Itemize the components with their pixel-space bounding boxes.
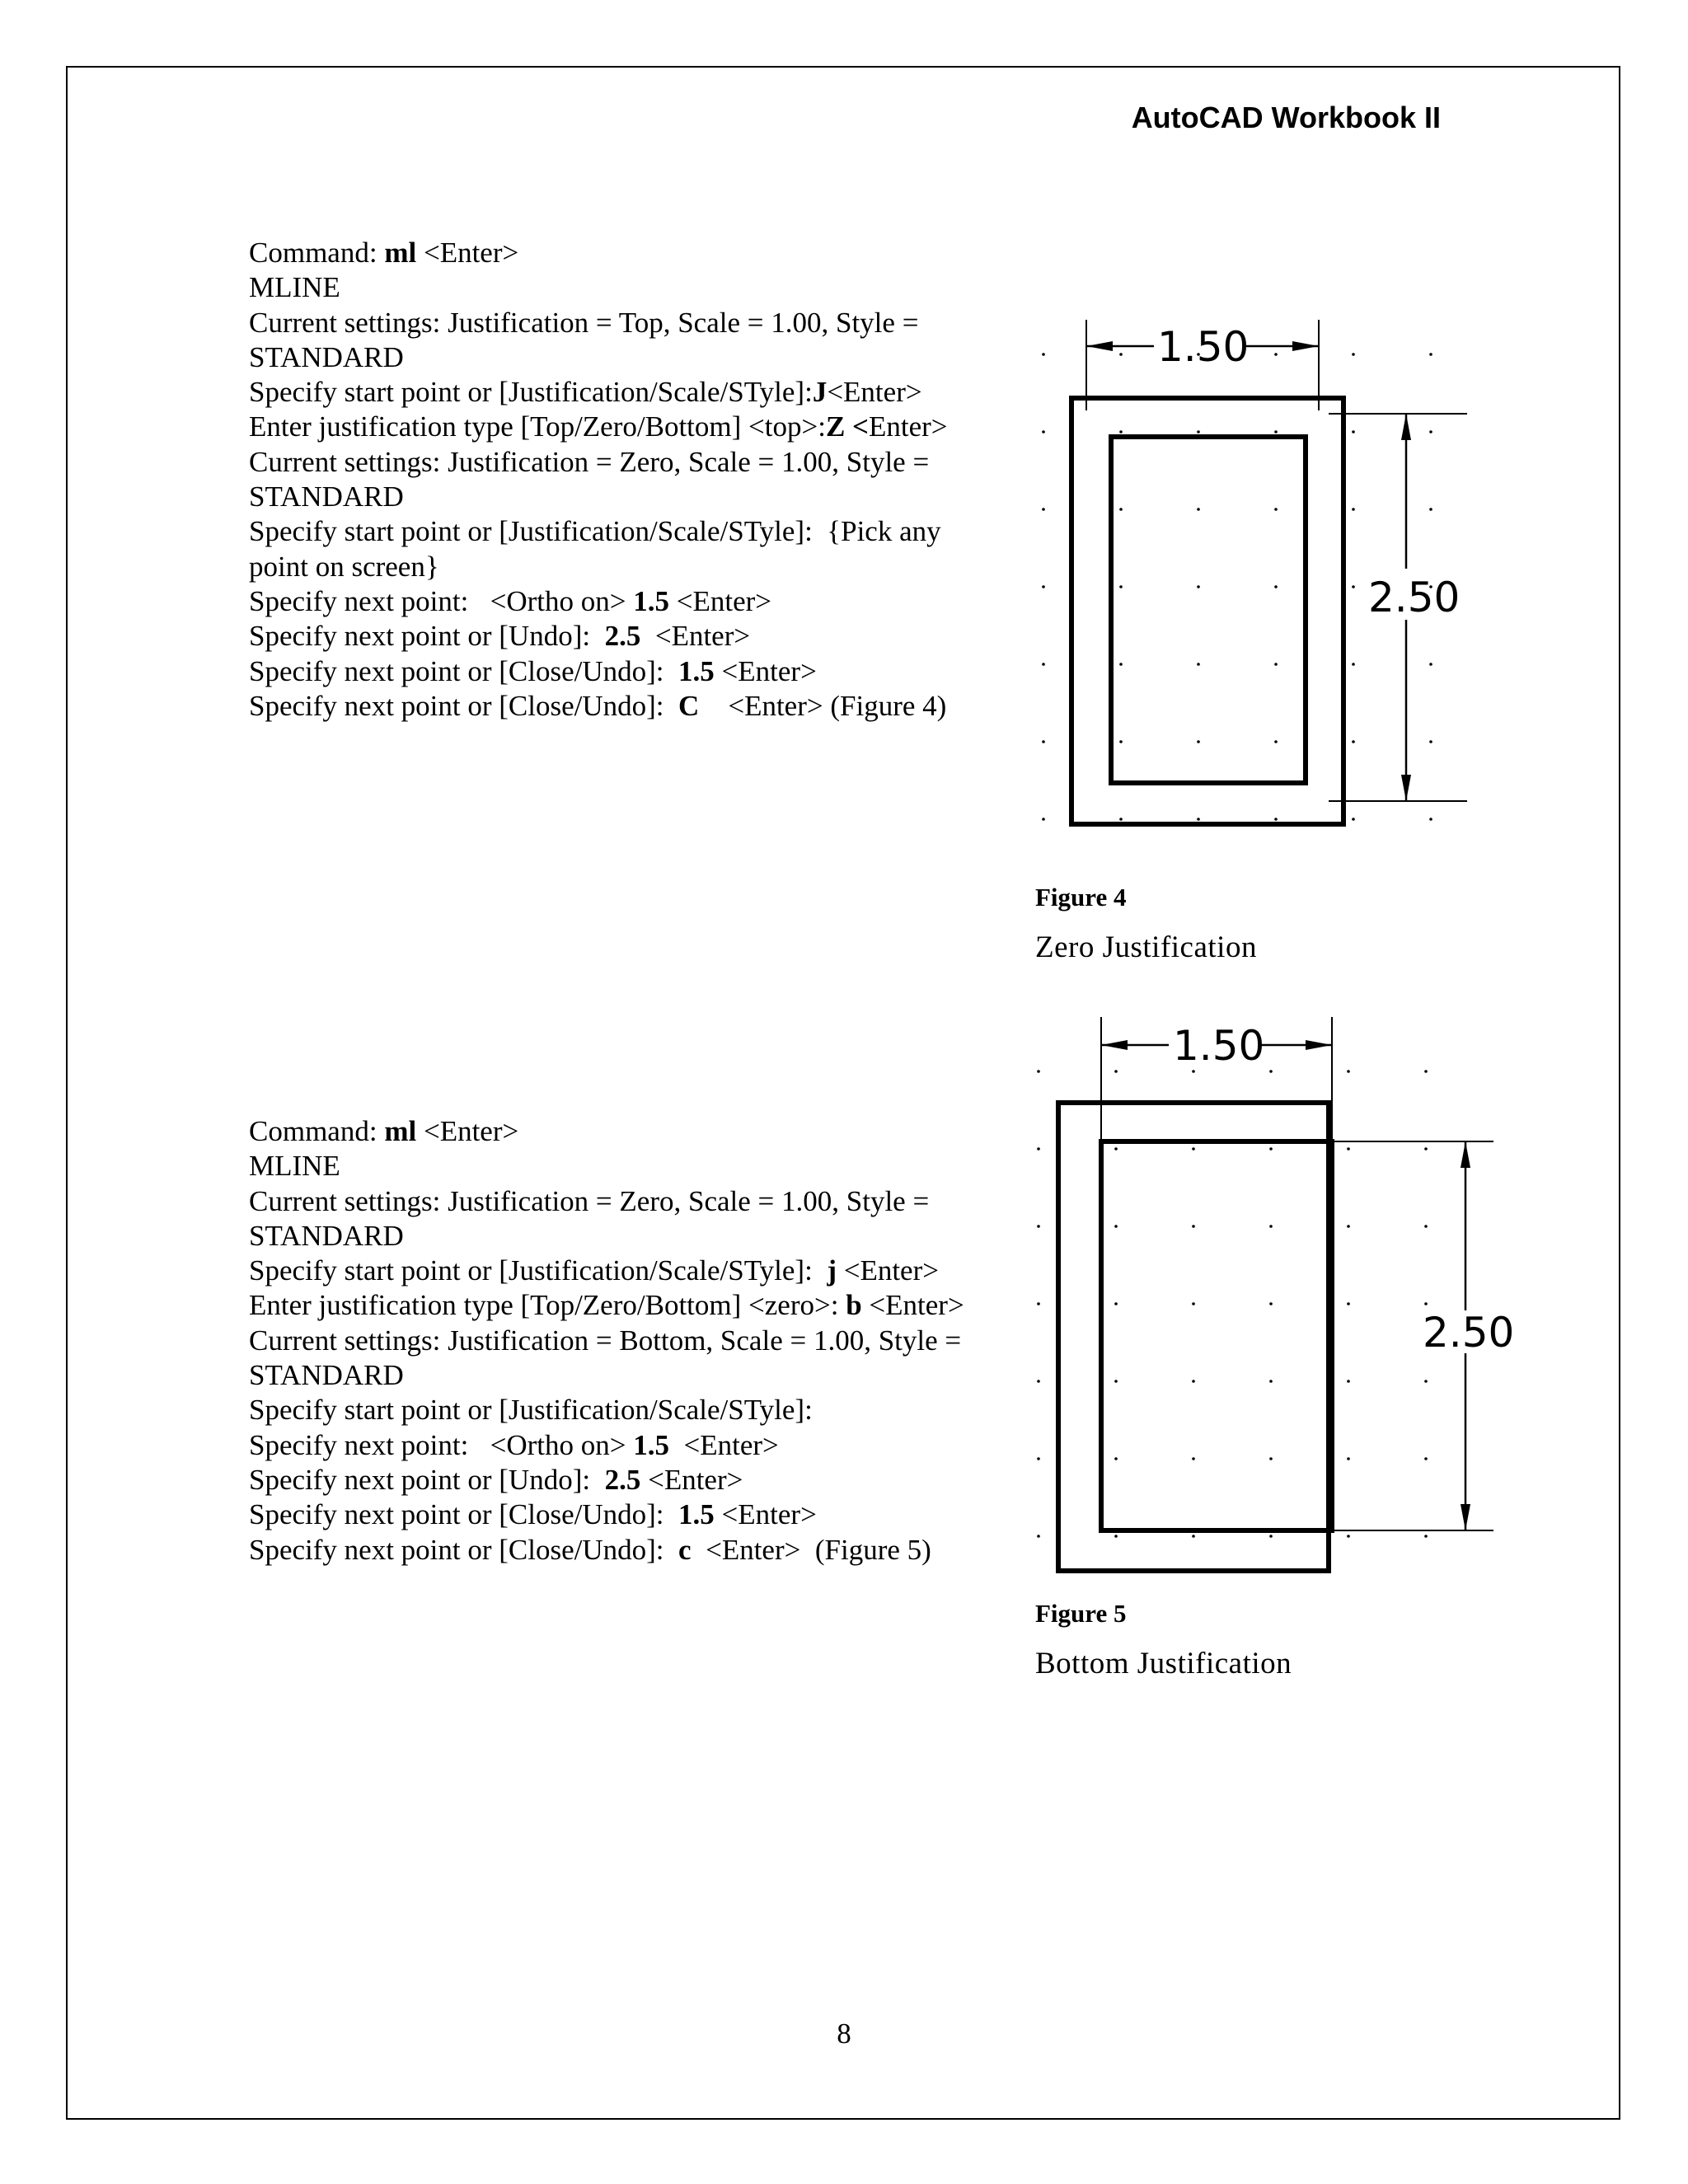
figure-5-drawing: [1022, 997, 1515, 1574]
arrowhead-top: [1461, 1141, 1470, 1168]
bold-input: ml: [384, 237, 417, 269]
grid-dot: [1042, 740, 1045, 743]
command-line: Specify start point or [Justification/Scale/STyle]:: [249, 1394, 813, 1427]
command-line: Current settings: Justification = Bottom, Scale = 1.00, Style =: [249, 1324, 962, 1357]
grid-dot: [1119, 818, 1123, 821]
grid-dot: [1042, 508, 1045, 511]
command-line: Specify next point or [Undo]: 2.5 <Enter>: [249, 620, 751, 653]
grid-dot: [1274, 663, 1278, 666]
grid-dot: [1352, 508, 1355, 511]
bold-input: j: [827, 1254, 837, 1287]
grid-dot: [1269, 1070, 1273, 1073]
grid-dot: [1114, 1457, 1118, 1460]
grid-dot: [1197, 430, 1200, 434]
figure-4-number: Figure 4: [1035, 883, 1127, 912]
command-line: STANDARD: [249, 340, 404, 373]
grid-dot: [1269, 1225, 1273, 1228]
command-line: STANDARD: [249, 1219, 404, 1252]
grid-dot: [1192, 1457, 1195, 1460]
bold-input: 1.5: [678, 654, 715, 687]
grid-dot: [1274, 430, 1278, 434]
grid-dot: [1037, 1535, 1040, 1538]
bold-input: J: [812, 376, 828, 409]
grid-dot: [1424, 1147, 1428, 1151]
grid-dot: [1042, 585, 1045, 588]
grid-dot: [1274, 740, 1278, 743]
width-dimension-label: 1.50: [1173, 1022, 1265, 1070]
grid-dot: [1424, 1457, 1428, 1460]
grid-dot: [1274, 585, 1278, 588]
grid-dot: [1274, 353, 1278, 356]
bold-input: Z <: [825, 410, 869, 443]
grid-dot: [1347, 1380, 1350, 1383]
arrowhead-right: [1306, 1040, 1332, 1050]
command-line: Enter justification type [Top/Zero/Bottom] <zero>: b <Enter>: [249, 1289, 964, 1322]
grid-dot: [1114, 1225, 1118, 1228]
command-line: Specify next point or [Close/Undo]: C <Enter> (Figure 4): [249, 689, 947, 722]
command-line: MLINE: [249, 271, 340, 304]
grid-dot: [1347, 1147, 1350, 1151]
grid-dot: [1192, 1302, 1195, 1305]
height-dimension-label: 2.50: [1368, 574, 1461, 621]
grid-dot: [1037, 1070, 1040, 1073]
command-block-zero-justification: [249, 236, 948, 724]
grid-dot: [1197, 663, 1200, 666]
bold-input: 2.5: [604, 620, 641, 653]
bold-input: 1.5: [678, 1498, 715, 1531]
command-line: Current settings: Justification = Zero, Scale = 1.00, Style =: [249, 445, 930, 478]
inner-rectangle: [1101, 1141, 1332, 1530]
page-header-title: AutoCAD Workbook II: [1131, 101, 1441, 134]
command-block-bottom-justification: [249, 1114, 964, 1568]
grid-dot: [1197, 818, 1200, 821]
grid-dot: [1197, 508, 1200, 511]
grid-dot: [1192, 1147, 1195, 1151]
command-line: Command: ml <Enter>: [249, 1115, 519, 1147]
grid-dot: [1269, 1302, 1273, 1305]
bold-input: C: [678, 689, 700, 722]
bold-input: 1.5: [633, 1428, 669, 1461]
grid-dot: [1119, 508, 1123, 511]
grid-dot: [1037, 1147, 1040, 1151]
page-number: 8: [837, 2018, 851, 2050]
grid-dot: [1269, 1535, 1273, 1538]
height-dimension-label: 2.50: [1423, 1309, 1515, 1357]
grid-dot: [1424, 1535, 1428, 1538]
grid-dot: [1352, 740, 1355, 743]
grid-dot: [1114, 1535, 1118, 1538]
grid-dot: [1269, 1457, 1273, 1460]
command-line: Specify next point or [Undo]: 2.5 <Enter>: [249, 1463, 743, 1496]
grid-dot: [1352, 818, 1355, 821]
grid-dot: [1429, 508, 1432, 511]
arrowhead-right: [1292, 341, 1319, 351]
bold-input: 1.5: [633, 584, 669, 617]
grid-dot: [1274, 818, 1278, 821]
grid-dot: [1429, 740, 1432, 743]
command-line: Specify next point or [Close/Undo]: c <Enter> (Figure 5): [249, 1533, 931, 1566]
grid-dot: [1429, 663, 1432, 666]
grid-dot: [1114, 1070, 1118, 1073]
grid-dot: [1192, 1380, 1195, 1383]
grid-dot: [1352, 430, 1355, 434]
command-line: Specify next point: <Ortho on> 1.5 <Enter>: [249, 1428, 779, 1461]
grid-dot: [1119, 663, 1123, 666]
grid-dot: [1114, 1302, 1118, 1305]
command-line: Specify start point or [Justification/Scale/STyle]:J<Enter>: [249, 376, 922, 409]
figure-5-number: Figure 5: [1035, 1599, 1127, 1628]
grid-dot: [1042, 663, 1045, 666]
figure-4-drawing: [1030, 313, 1475, 841]
grid-dot: [1347, 1070, 1350, 1073]
command-line: Specify next point: <Ortho on> 1.5 <Enter>: [249, 584, 772, 617]
grid-dot: [1424, 1302, 1428, 1305]
grid-dot: [1269, 1147, 1273, 1151]
arrowhead-top: [1401, 414, 1411, 440]
figure-5-caption: Bottom Justification: [1035, 1647, 1292, 1680]
grid-dot: [1119, 353, 1123, 356]
arrowhead-left: [1086, 341, 1113, 351]
grid-dot: [1042, 430, 1045, 434]
grid-dot: [1037, 1225, 1040, 1228]
grid-dot: [1192, 1225, 1195, 1228]
command-line: Enter justification type [Top/Zero/Bottom] <top>:Z <Enter>: [249, 410, 948, 443]
grid-dot: [1042, 818, 1045, 821]
bold-input: c: [678, 1533, 692, 1566]
arrowhead-bottom: [1401, 775, 1411, 801]
grid-dot: [1037, 1380, 1040, 1383]
bold-input: 2.5: [604, 1463, 641, 1496]
grid-dot: [1424, 1380, 1428, 1383]
grid-dot: [1197, 740, 1200, 743]
figure-4-caption: Zero Justification: [1035, 930, 1257, 964]
inner-rectangle: [1111, 437, 1306, 783]
grid-dot: [1119, 740, 1123, 743]
arrowhead-bottom: [1461, 1504, 1470, 1530]
grid-dot: [1424, 1225, 1428, 1228]
command-line: point on screen}: [249, 550, 439, 583]
grid-dot: [1347, 1457, 1350, 1460]
grid-dot: [1429, 353, 1432, 356]
grid-dot: [1037, 1302, 1040, 1305]
bold-input: b: [846, 1289, 862, 1322]
grid-dot: [1347, 1302, 1350, 1305]
grid-dot: [1352, 353, 1355, 356]
grid-dot: [1352, 663, 1355, 666]
grid-dot: [1042, 353, 1045, 356]
grid-dot: [1119, 430, 1123, 434]
grid-dot: [1424, 1070, 1428, 1073]
grid-dot: [1192, 1535, 1195, 1538]
arrowhead-left: [1101, 1040, 1128, 1050]
grid-dot: [1274, 508, 1278, 511]
grid-dot: [1429, 430, 1432, 434]
grid-dot: [1347, 1535, 1350, 1538]
bold-input: ml: [384, 1115, 417, 1147]
grid-dot: [1114, 1147, 1118, 1151]
width-dimension-label: 1.50: [1157, 323, 1250, 371]
command-line: STANDARD: [249, 480, 404, 513]
grid-dot: [1037, 1457, 1040, 1460]
command-line: Current settings: Justification = Zero, Scale = 1.00, Style =: [249, 1184, 930, 1217]
grid-dot: [1269, 1380, 1273, 1383]
grid-dot: [1114, 1380, 1118, 1383]
grid-dot: [1429, 818, 1432, 821]
grid-dot: [1347, 1225, 1350, 1228]
grid-dot: [1352, 585, 1355, 588]
grid-dot: [1192, 1070, 1195, 1073]
command-line: Specify start point or [Justification/Scale/STyle]: j <Enter>: [249, 1254, 939, 1287]
command-line: Specify next point or [Close/Undo]: 1.5 <Enter>: [249, 1498, 817, 1531]
command-line: Specify start point or [Justification/Scale/STyle]: {Pick any: [249, 515, 941, 548]
command-line: Current settings: Justification = Top, Scale = 1.00, Style =: [249, 306, 919, 339]
command-line: Command: ml <Enter>: [249, 237, 519, 269]
command-line: Specify next point or [Close/Undo]: 1.5 <Enter>: [249, 654, 817, 687]
command-line: MLINE: [249, 1150, 340, 1183]
grid-dot: [1119, 585, 1123, 588]
command-line: STANDARD: [249, 1359, 404, 1392]
grid-dot: [1197, 585, 1200, 588]
